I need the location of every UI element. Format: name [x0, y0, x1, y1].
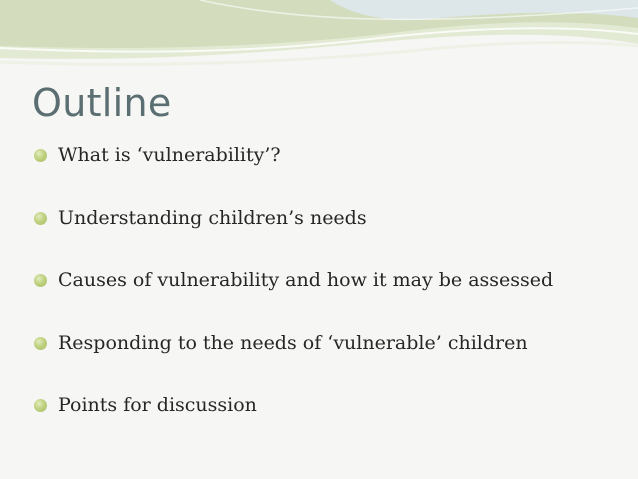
bullet-text: What is ‘vulnerability’?	[58, 144, 281, 166]
bullet-item	[34, 136, 553, 199]
bullet-text: Responding to the needs of ‘vulnerable’ children	[58, 331, 528, 354]
bullet-item	[34, 386, 553, 449]
header-wave-decoration	[0, 0, 638, 80]
green-circle-bullet-icon	[34, 337, 47, 350]
green-circle-bullet-icon	[34, 274, 47, 287]
bullet-item	[34, 324, 553, 387]
bullet-item	[34, 261, 553, 324]
bullet-text: Understanding children’s needs	[58, 206, 367, 229]
green-circle-bullet-icon	[34, 149, 47, 162]
slide-title: Outline	[32, 81, 172, 125]
bullet-list	[34, 136, 553, 449]
green-circle-bullet-icon	[34, 212, 47, 225]
bullet-text: Points for discussion	[58, 394, 257, 416]
bullet-item	[34, 199, 553, 262]
green-circle-bullet-icon	[34, 399, 47, 412]
bullet-text: Causes of vulnerability and how it may be assessed	[58, 269, 554, 291]
